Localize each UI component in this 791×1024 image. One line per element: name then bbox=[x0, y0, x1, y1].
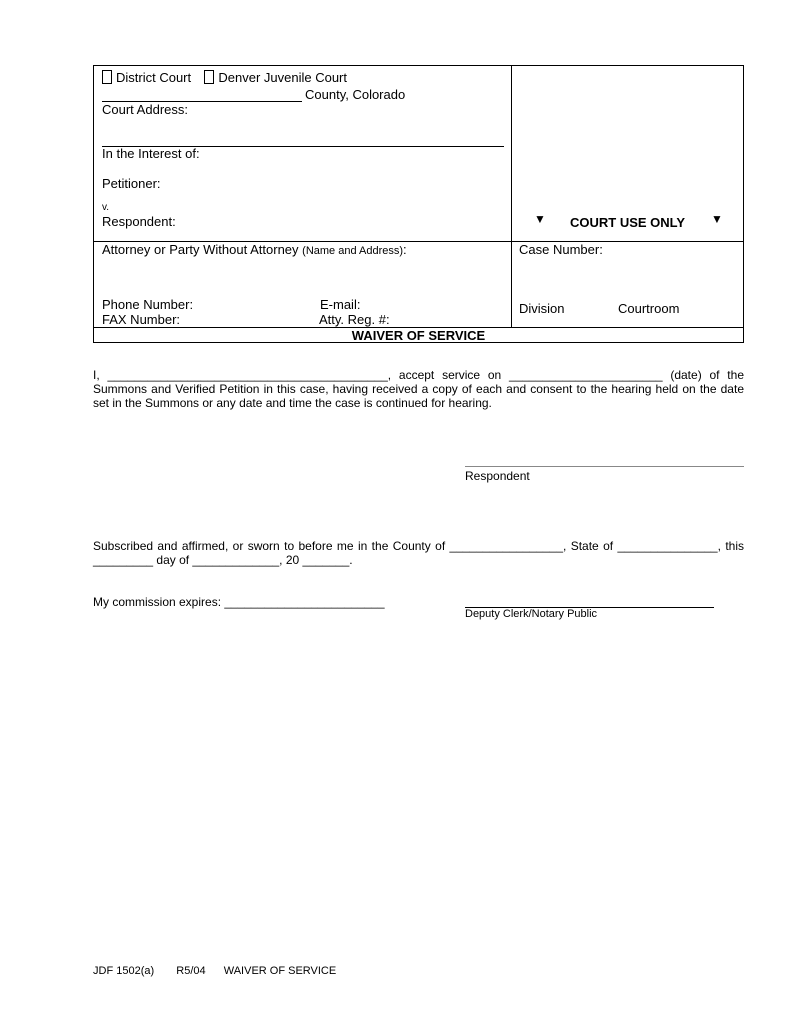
court-use-only-label: COURT USE ONLY bbox=[570, 215, 686, 230]
notary-label: Deputy Clerk/Notary Public bbox=[465, 608, 598, 620]
interest-label: In the Interest of: bbox=[102, 146, 200, 161]
arrow-down-icon: ▼ bbox=[534, 212, 546, 226]
denver-juvenile-court-label: Denver Juvenile Court bbox=[218, 70, 347, 85]
attorney-colon: : bbox=[403, 242, 407, 257]
attorney-sub-label: (Name and Address) bbox=[302, 245, 404, 257]
subscribed-paragraph: Subscribed and affirmed, or sworn to before me in the County of _________________, State of _______________, this _________ day of _____________, 20 _______. bbox=[93, 539, 744, 567]
atty-reg-label: Atty. Reg. #: bbox=[319, 312, 390, 327]
courtroom-label: Courtroom bbox=[618, 301, 680, 316]
arrow-down-icon: ▼ bbox=[711, 212, 723, 226]
phone-label: Phone Number: bbox=[102, 297, 194, 312]
footer-form-name: WAIVER OF SERVICE bbox=[223, 965, 337, 977]
email-label: E-mail: bbox=[320, 297, 361, 312]
versus-label: v. bbox=[102, 202, 110, 213]
caption-divider-vertical bbox=[511, 65, 512, 327]
attorney-label: Attorney or Party Without Attorney bbox=[102, 242, 299, 257]
form-title: WAIVER OF SERVICE bbox=[351, 328, 486, 343]
division-label: Division bbox=[519, 301, 565, 316]
attorney-label-row bbox=[102, 242, 407, 258]
court-address-label: Court Address: bbox=[102, 102, 188, 117]
denver-juvenile-court-checkbox[interactable] bbox=[204, 70, 214, 84]
district-court-checkbox[interactable] bbox=[102, 70, 112, 84]
case-number-label: Case Number: bbox=[519, 242, 603, 257]
petitioner-label: Petitioner: bbox=[102, 176, 161, 191]
respondent-signature-line[interactable] bbox=[465, 466, 744, 467]
footer-revision: R5/04 bbox=[176, 965, 206, 977]
respondent-signature-label: Respondent bbox=[465, 469, 530, 483]
footer-form-number: JDF 1502(a) bbox=[93, 965, 155, 977]
district-court-label: District Court bbox=[116, 70, 192, 85]
respondent-label: Respondent: bbox=[102, 214, 176, 229]
waiver-paragraph: I, __________________________________________, accept service on _______________________ (date) of the Summons and Verified Petition in this case, having received a copy of each and consent to the hearing held on the date set in the Summons or any date and time the case is continued for hearing. bbox=[93, 368, 744, 410]
commission-label: My commission expires: ________________________ bbox=[93, 595, 385, 609]
county-label: County, Colorado bbox=[305, 87, 406, 102]
fax-label: FAX Number: bbox=[102, 312, 181, 327]
court-type-row bbox=[102, 70, 347, 85]
footer bbox=[93, 965, 336, 978]
